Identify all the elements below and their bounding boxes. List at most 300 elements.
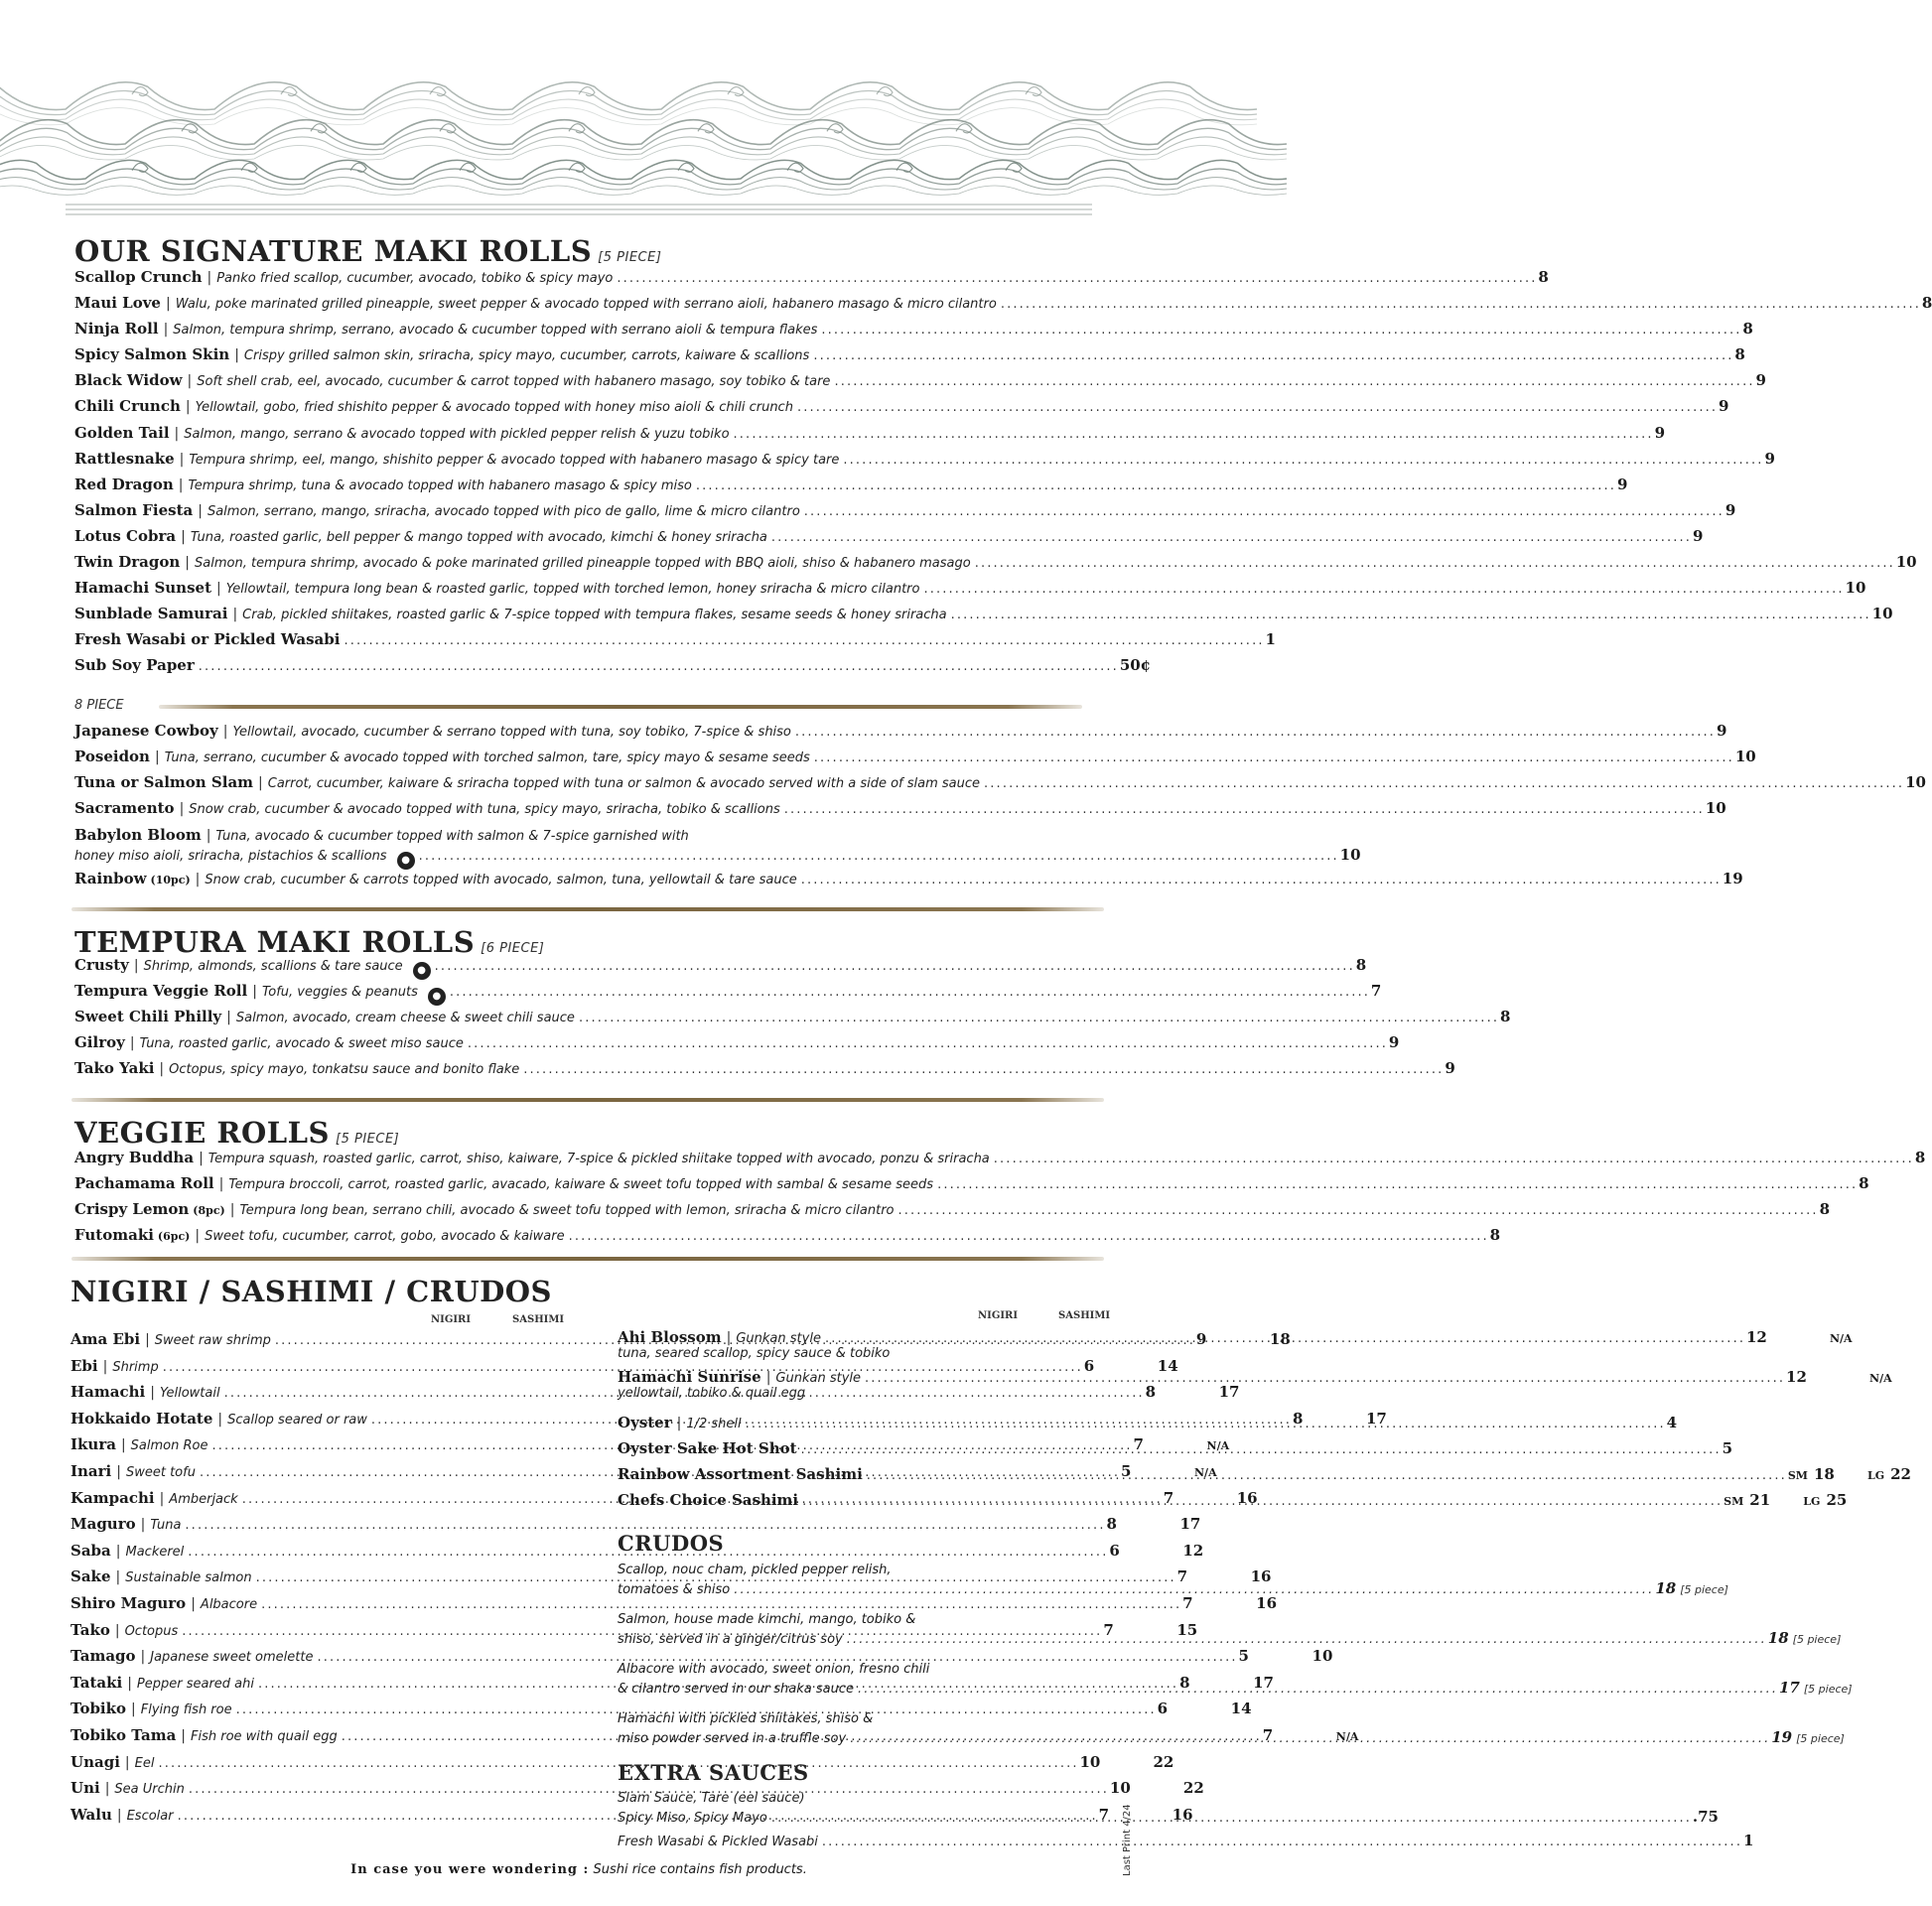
item-description: Sweet raw shrimp — [154, 1333, 271, 1348]
leader-dots — [569, 1229, 1486, 1244]
item-name: Angry Buddha — [74, 1149, 195, 1166]
crudo-price: 18 — [1767, 1629, 1789, 1647]
crudo-item — [618, 1710, 1845, 1748]
item-price: 9 — [1716, 722, 1727, 740]
veggie-roll-list — [74, 1149, 1926, 1252]
menu-item-row — [74, 553, 1917, 579]
separator: | — [115, 1543, 121, 1560]
separator: | — [195, 872, 201, 887]
signature-roll-list — [74, 268, 1932, 683]
crudo-desc-line2-row — [618, 1579, 1728, 1599]
wave-header-illustration — [66, 40, 1092, 218]
leader-dots — [821, 323, 1738, 338]
separator: | — [165, 296, 171, 313]
leader-dots — [734, 1581, 1651, 1599]
separator: | — [150, 1385, 155, 1402]
item-description: Mackerel — [125, 1544, 185, 1560]
wave-curl — [281, 87, 297, 96]
separator: | — [163, 322, 169, 339]
item-price: 9 — [1616, 475, 1628, 493]
hamachi-sunrise-name: Hamachi Sunrise — [618, 1368, 761, 1386]
separator: | — [765, 1370, 771, 1386]
leader-dots — [435, 959, 1352, 974]
oyster-name: Oyster — [618, 1414, 672, 1431]
leader-dots — [801, 873, 1719, 887]
crudo-price: 19 — [1771, 1728, 1793, 1746]
wave-curl — [311, 124, 327, 133]
wave-curl — [460, 163, 476, 172]
leader-dots — [937, 1177, 1855, 1192]
item-name: Ikura — [70, 1435, 116, 1454]
item-description: Tofu, veggies & peanuts — [261, 985, 418, 1001]
item-name: Inari — [70, 1461, 112, 1480]
veggie-title-text: VEGGIE ROLLS — [74, 1116, 330, 1150]
babylon-bloom-item — [74, 826, 1361, 870]
brush-divider — [71, 907, 1104, 911]
item-price: 9 — [1692, 526, 1704, 545]
item-description: Flying fish roe — [140, 1702, 232, 1718]
sashimi-price: 16 — [1236, 1488, 1258, 1507]
item-price: 8 — [1859, 1174, 1869, 1193]
menu-item-row — [74, 1033, 1400, 1059]
menu-item-row — [74, 1008, 1511, 1033]
separator: | — [217, 1411, 223, 1428]
leader-dots — [617, 271, 1534, 286]
chefs-choice-name: Chefs Choice Sashimi — [618, 1491, 799, 1509]
separator: | — [115, 1569, 121, 1586]
hamachi-sunrise-sashimi-price: N/A — [1869, 1372, 1892, 1385]
wave-line — [0, 186, 1287, 195]
rainbow-desc: Snow crab, cucumber & carrots topped with avocado, salmon, tuna, yellowtail & tare sauce — [205, 873, 797, 887]
ahi-blossom-style: Gunkan style — [736, 1331, 821, 1346]
item-price: 8 — [1914, 1149, 1926, 1166]
sashimi-price: 16 — [1250, 1567, 1272, 1586]
separator: | — [216, 581, 221, 598]
leader-dots — [850, 1730, 1767, 1748]
nigiri-price: 9 — [1195, 1330, 1207, 1348]
nigiri-price: 8 — [1292, 1409, 1304, 1428]
leader-dots — [847, 1631, 1764, 1649]
separator: | — [114, 1622, 120, 1639]
nigiri-column-header: NIGIRI — [431, 1314, 472, 1325]
menu-item-row — [74, 345, 1745, 371]
wave-curl — [350, 163, 366, 172]
item-price: 8 — [1921, 294, 1932, 313]
nigiri-price: 8 — [1106, 1515, 1117, 1534]
item-description: Salmon Roe — [130, 1438, 208, 1454]
wave-line — [0, 82, 1257, 110]
menu-item-row — [74, 605, 1893, 630]
menu-item-row — [74, 320, 1753, 345]
oyster-price: 4 — [1666, 1414, 1678, 1431]
hamachi-sunrise-style: Gunkan style — [775, 1371, 861, 1386]
menu-item-row — [74, 982, 1382, 1008]
item-name: Sub Soy Paper — [74, 656, 195, 675]
item-name: Spicy Salmon Skin — [74, 345, 230, 364]
leader-dots — [923, 582, 1841, 597]
item-price: 9 — [1755, 371, 1766, 390]
item-description: Tuna — [150, 1518, 182, 1534]
wave-curl — [728, 87, 744, 96]
sashimi-price: N/A — [1335, 1729, 1359, 1743]
footer-lead: In case you were wondering : — [350, 1862, 590, 1877]
wave-line — [0, 91, 1257, 115]
item-name: Lotus Cobra — [74, 526, 177, 545]
leader-dots — [898, 1203, 1816, 1218]
nut-allergen-icon: ● — [428, 988, 446, 1006]
rainbow-roll-item — [74, 870, 1743, 895]
leader-dots — [797, 400, 1715, 415]
item-price: 8 — [1355, 956, 1367, 974]
rainbow-price: 19 — [1722, 870, 1743, 887]
wave-curl — [956, 124, 972, 133]
item-description: Salmon, serrano, mango, sriracha, avocado topped with pico de gallo, lime & micro cilantro — [207, 503, 800, 519]
sashimi-price: 10 — [1311, 1647, 1333, 1666]
separator: | — [124, 1754, 130, 1771]
item-price: 9 — [1719, 397, 1729, 416]
item-name: Poseidon — [74, 748, 150, 766]
leader-dots — [843, 453, 1760, 468]
item-description: Octopus — [124, 1623, 179, 1639]
babylon-desc-line1: Tuna, avocado & cucumber topped with salmon & 7-spice garnished with — [215, 829, 689, 844]
separator: | — [140, 1517, 146, 1534]
nigiri-price: 7 — [1133, 1435, 1144, 1454]
item-name: Ninja Roll — [74, 320, 159, 339]
separator: | — [174, 425, 180, 442]
item-name: Black Widow — [74, 371, 183, 390]
item-name: Japanese Cowboy — [74, 722, 218, 740]
menu-item-row — [74, 500, 1736, 527]
separator: | — [181, 528, 186, 545]
sashimi-price: 14 — [1230, 1700, 1252, 1718]
eight-piece-label: 8 PIECE — [74, 698, 124, 713]
menu-item-row — [74, 423, 1666, 450]
crudo-desc-line2-row — [618, 1679, 1853, 1699]
sauce-line-1: Slam Sauce, Tare (eel sauce) — [618, 1791, 805, 1806]
item-price: 10 — [1845, 579, 1866, 598]
sashimi-price: 17 — [1365, 1409, 1387, 1428]
hamachi-sunrise-nigiri-price: 12 — [1786, 1368, 1807, 1386]
wave-line — [0, 137, 1287, 155]
wave-curl — [787, 163, 803, 172]
nigiri-price: 8 — [1179, 1673, 1190, 1692]
wave-curl — [241, 163, 257, 172]
separator: | — [207, 270, 212, 286]
leader-dots — [813, 348, 1730, 363]
signature-subtitle: [5 PIECE] — [598, 250, 662, 265]
eight-piece-roll-list — [74, 722, 1926, 825]
nut-allergen-icon: ● — [397, 852, 415, 870]
separator: | — [187, 373, 193, 390]
menu-item-row — [74, 449, 1775, 476]
leader-dots — [951, 608, 1868, 622]
item-description: Salmon, mango, serrano & avocado topped with pickled pepper relish & yuzu tobiko — [184, 426, 730, 442]
wave-curl — [897, 163, 912, 172]
separator: | — [129, 1035, 135, 1052]
ahi-blossom-name: Ahi Blossom — [618, 1328, 722, 1346]
item-name: Scallop Crunch — [74, 268, 203, 286]
sashimi-price: 16 — [1256, 1593, 1278, 1612]
item-name: Golden Tail — [74, 423, 170, 442]
leader-dots — [984, 776, 1901, 791]
item-name: Kampachi — [70, 1488, 155, 1507]
item-name: Tempura Veggie Roll — [74, 982, 248, 1001]
item-description: Crab, pickled shiitakes, roasted garlic & 7-spice topped with tempura flakes, sesame seeds & honey sriracha — [242, 608, 947, 623]
item-description: Eel — [134, 1755, 155, 1771]
item-price: 10 — [1705, 799, 1726, 818]
menu-item-row — [74, 1226, 1501, 1252]
leader-dots — [801, 1442, 1719, 1457]
menu-item-row — [74, 579, 1866, 605]
piece-count: (8pc) — [193, 1204, 225, 1218]
separator: | — [195, 1228, 201, 1245]
nigiri-section-title — [70, 1275, 552, 1308]
large-label: LG — [1866, 1469, 1885, 1482]
item-description: Soft shell crab, eel, avocado, cucumber & carrot topped with habanero masago, soy tobiko & tare — [197, 374, 831, 390]
menu-item-row — [74, 1149, 1926, 1174]
leader-dots — [784, 802, 1702, 817]
item-description: Escolar — [126, 1808, 174, 1824]
separator: | — [127, 1675, 132, 1692]
item-description: Sea Urchin — [114, 1782, 185, 1798]
sashimi-price: 18 — [1269, 1330, 1291, 1348]
item-name: Sweet Chili Philly — [74, 1008, 222, 1026]
item-description: Tempura long bean, serrano chili, avocado & sweet tofu topped with lemon, sriracha & micro cilantro — [239, 1203, 895, 1219]
separator: | — [159, 1061, 165, 1078]
nut-allergen-icon: ● — [413, 962, 431, 980]
item-description: Salmon, tempura shrimp, serrano, avocado & cucumber topped with serrano aioli & tempura flakes — [173, 323, 818, 339]
item-price: 10 — [1871, 605, 1893, 623]
item-name: Hamachi — [70, 1383, 146, 1402]
rainbow-piece-count: (10pc) — [150, 874, 191, 886]
wave-curl — [430, 87, 446, 96]
brush-divider — [71, 1098, 1104, 1102]
footer-text: Sushi rice contains fish products. — [593, 1862, 807, 1877]
item-description: Pepper seared ahi — [136, 1676, 255, 1692]
oyster-shot-name: Oyster Sake Hot Shot — [618, 1439, 797, 1457]
wave-curl — [1006, 163, 1022, 172]
nigiri-price: 6 — [1157, 1700, 1169, 1718]
item-price: 9 — [1388, 1033, 1400, 1052]
item-description: Amberjack — [169, 1491, 238, 1507]
menu-item-row — [74, 1059, 1455, 1085]
item-name: Tobiko — [70, 1700, 127, 1718]
nigiri-price: 6 — [1109, 1541, 1120, 1560]
signature-section-title — [74, 234, 661, 268]
crudo-desc-line2: & cilantro served in our shaka sauce — [618, 1682, 854, 1697]
item-description: Albacore — [200, 1596, 258, 1612]
sashimi-price: 14 — [1157, 1356, 1178, 1375]
item-description: Shrimp, almonds, scallions & tare sauce — [143, 959, 403, 974]
item-description: Salmon, tempura shrimp, avocado & poke marinated grilled pineapple topped with BBQ aioli, shiso & habanero masago — [195, 556, 971, 572]
crudo-piece-count: [5 piece] — [1792, 1633, 1842, 1646]
item-price: 9 — [1764, 449, 1775, 468]
wave-curl — [569, 163, 585, 172]
nigiri-price: 7 — [1176, 1567, 1188, 1586]
separator: | — [179, 801, 185, 818]
leader-dots — [825, 1331, 1742, 1346]
sashimi-price: 12 — [1182, 1541, 1204, 1560]
signature-title-text: OUR SIGNATURE MAKI ROLLS — [74, 234, 593, 268]
separator: | — [191, 1595, 196, 1612]
veggie-subtitle: [5 PIECE] — [336, 1132, 400, 1147]
item-description: Scallop seared or raw — [227, 1412, 367, 1428]
item-name: Gilroy — [74, 1033, 125, 1052]
menu-item-row — [74, 397, 1729, 423]
babylon-price: 10 — [1339, 846, 1361, 864]
separator: | — [181, 1727, 187, 1744]
item-name: Tuna or Salmon Slam — [74, 773, 254, 792]
brush-divider — [71, 1257, 1104, 1261]
item-description: Sweet tofu — [125, 1464, 196, 1480]
item-description: Yellowtail, avocado, cucumber & serrano topped with tuna, soy tobiko, 7-spice & shiso — [232, 725, 791, 740]
ahi-blossom-nigiri-price: 12 — [1745, 1328, 1767, 1346]
item-price: 9 — [1725, 500, 1736, 519]
leader-dots — [468, 1036, 1385, 1051]
chefs-choice-large-price: 25 — [1826, 1491, 1848, 1509]
menu-item-row — [74, 268, 1549, 294]
nigiri-price: 6 — [1083, 1356, 1095, 1375]
separator: | — [102, 1358, 108, 1375]
item-price: 10 — [1905, 773, 1926, 792]
item-description: Japanese sweet omelette — [150, 1650, 314, 1666]
extra-sauces-title: EXTRA SAUCES — [618, 1760, 809, 1785]
separator: | — [229, 1202, 235, 1219]
item-name: Futomaki — [74, 1226, 154, 1245]
separator: | — [133, 958, 139, 974]
separator: | — [206, 828, 211, 844]
oyster-desc: 1/2 shell — [686, 1417, 742, 1431]
item-description: Tuna, roasted garlic, avocado & sweet miso sauce — [139, 1036, 464, 1052]
leader-dots — [579, 1011, 1496, 1025]
wave-curl — [132, 87, 148, 96]
crudo-desc-line2: tomatoes & shiso — [618, 1582, 731, 1597]
item-price: 50¢ — [1119, 656, 1152, 675]
item-name: Tataki — [70, 1673, 123, 1692]
item-description: Salmon, avocado, cream cheese & sweet chili sauce — [235, 1011, 575, 1026]
separator: | — [226, 1010, 231, 1026]
item-description: Tempura broccoli, carrot, roasted garlic, avacado, kaiware & sweet tofu topped with sambal & sesame seeds — [228, 1177, 934, 1193]
separator: | — [232, 607, 238, 623]
item-name: Unagi — [70, 1752, 120, 1771]
crudo-item — [618, 1661, 1853, 1699]
sashimi-price: N/A — [1194, 1465, 1217, 1479]
item-price: 8 — [1499, 1008, 1511, 1026]
sashimi-price: 17 — [1253, 1673, 1274, 1692]
item-description: Panko fried scallop, cucumber, avocado, tobiko & spicy mayo — [216, 271, 614, 286]
crudo-price: 17 — [1779, 1679, 1800, 1697]
item-description: Tempura shrimp, eel, mango, shishito pepper & avocado topped with habanero masago & spicy tare — [189, 452, 840, 468]
sashimi-price: 15 — [1176, 1620, 1198, 1639]
nigiri-price: 7 — [1262, 1725, 1274, 1744]
item-name: Tobiko Tama — [70, 1725, 177, 1744]
leader-dots — [814, 750, 1731, 765]
leader-dots — [804, 504, 1722, 519]
menu-item-row — [74, 1174, 1869, 1200]
sashimi-price: N/A — [1206, 1439, 1230, 1453]
separator: | — [154, 749, 160, 766]
nigiri-price: 8 — [1145, 1383, 1157, 1402]
item-name: Red Dragon — [74, 475, 174, 493]
separator: | — [185, 399, 191, 416]
item-description: Sustainable salmon — [125, 1570, 252, 1586]
item-name: Maui Love — [74, 294, 161, 313]
item-price: 8 — [1489, 1226, 1501, 1245]
item-description: Walu, poke marinated grilled pineapple, sweet pepper & avocado topped with serrano aioli, habanero masago & micro cilantro — [175, 297, 997, 313]
item-name: Tako — [70, 1620, 110, 1639]
nigiri-price: 10 — [1109, 1779, 1131, 1798]
item-price: 1 — [1265, 630, 1276, 649]
separator: | — [199, 1151, 204, 1166]
item-name: Pachamama Roll — [74, 1174, 214, 1193]
sauce-price-3: 1 — [1742, 1832, 1754, 1849]
rainbow-sashimi-name: Rainbow Assortment Sashimi — [618, 1465, 863, 1483]
item-price: 8 — [1538, 268, 1549, 286]
large-label: LG — [1803, 1495, 1821, 1508]
veggie-section-title — [74, 1116, 399, 1150]
separator: | — [198, 502, 203, 519]
separator: | — [159, 1490, 165, 1507]
item-name: Hamachi Sunset — [74, 579, 212, 598]
item-name: Walu — [70, 1805, 112, 1824]
nigiri-price: 7 — [1182, 1593, 1193, 1612]
separator: | — [222, 724, 228, 740]
separator: | — [120, 1437, 126, 1454]
menu-item-row — [74, 371, 1766, 397]
nigiri-column-header-right: NIGIRI — [978, 1310, 1019, 1321]
sashimi-price: 17 — [1218, 1383, 1240, 1402]
separator: | — [104, 1781, 110, 1798]
menu-item-row — [74, 799, 1726, 825]
crudo-piece-count: [5 piece] — [1803, 1683, 1853, 1696]
item-description: Octopus, spicy mayo, tonkatsu sauce and bonito flake — [169, 1062, 520, 1078]
sauce-line-3: Fresh Wasabi & Pickled Wasabi — [618, 1835, 818, 1849]
wave-curl — [877, 87, 893, 96]
chefs-choice-small-price: 21 — [1749, 1491, 1771, 1509]
nigiri-title-text: NIGIRI / SASHIMI / CRUDOS — [70, 1275, 552, 1308]
item-description: Crispy grilled salmon skin, sriracha, spicy mayo, cucumber, carrots, kaiware & scallions — [243, 348, 810, 364]
item-name: Sunblade Samurai — [74, 605, 228, 623]
leader-dots — [865, 1371, 1782, 1386]
separator: | — [116, 1463, 121, 1480]
separator: | — [252, 984, 257, 1001]
menu-item-row — [74, 956, 1367, 982]
leader-dots — [771, 530, 1689, 545]
ahi-blossom-desc: tuna, seared scallop, spicy sauce & tobiko — [618, 1346, 891, 1361]
last-print-note: Last Print 4/24 — [1122, 1804, 1133, 1876]
item-price: 9 — [1654, 423, 1666, 442]
item-name: Maguro — [70, 1515, 136, 1534]
leader-dots — [771, 1809, 1689, 1828]
crudo-desc-line2: miso powder served in a truffle soy — [618, 1731, 847, 1746]
item-description: Tempura shrimp, tuna & avocado topped with habanero masago & spicy miso — [188, 477, 692, 493]
crudo-desc-line1: Hamachi with pickled shiitakes, shiso & — [618, 1711, 874, 1726]
sashimi-price: 22 — [1153, 1752, 1174, 1771]
wave-curl — [1026, 87, 1041, 96]
wave-curl — [579, 87, 595, 96]
item-name: Sacramento — [74, 799, 175, 818]
wave-curl — [132, 163, 148, 172]
item-name: Hokkaido Hotate — [70, 1409, 213, 1428]
leader-dots — [450, 985, 1367, 1000]
nigiri-price: 5 — [1238, 1647, 1249, 1666]
nigiri-price: 5 — [1121, 1461, 1132, 1480]
item-name: Ebi — [70, 1356, 98, 1375]
leader-dots — [523, 1062, 1441, 1077]
item-description: Tuna, serrano, cucumber & avocado topped with torched salmon, tare, spicy mayo & sesame seeds — [164, 750, 810, 766]
wave-curl — [440, 124, 456, 133]
leader-dots — [802, 1494, 1720, 1509]
